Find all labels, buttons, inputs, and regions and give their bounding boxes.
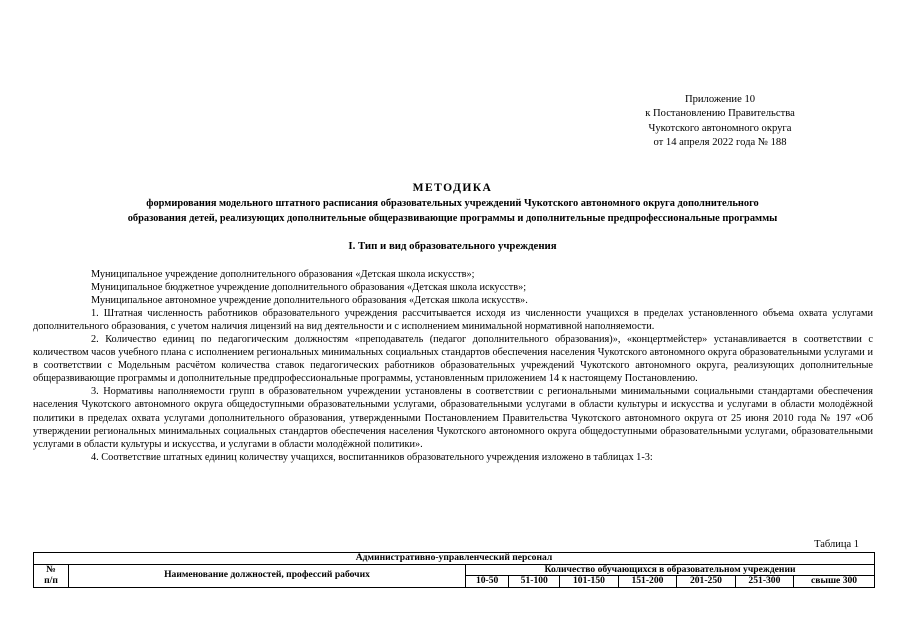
col-number-line: №	[46, 564, 56, 575]
paragraph: 4. Соответствие штатных единиц количеству учащихся, воспитанников образовательного учреждения изложено в таблицах 1-3:	[91, 451, 653, 463]
paragraph: Муниципальное учреждение дополнительного образования «Детская школа искусств»;	[91, 269, 475, 280]
range-cell: 101-150	[560, 576, 618, 588]
section-heading: I. Тип и вид образовательного учреждения	[348, 240, 557, 252]
paragraph: 1. Штатная численность работников образовательного учреждения рассчитывается исходя из численности учащихся в пределах установленного объема охвата услугами дополнительного образования, с учетом наличия лицензий на вид деятельности и с исполнением минимальной нормативной наполняемости.	[33, 308, 873, 333]
paragraph: 3. Нормативы наполняемости групп в образовательном учреждении установлены в соответствии с региональными минимальными социальными стандартами обеспечения населения Чукотского автономного округа общедоступными образовательными услугами, образовательными услугами в области культуры и искусства и услугами в области молодёжной политики в пределах охвата услугами дополнительного образования, утвержденными Постановлением Правительства Чукотского автономного округа от 25 июня 2010 года № 197 «Об утверждении региональных минимальных социальных стандартов обеспечения населения Чукотского автономного округа общедоступными образовательными услугами, образовательными услугами в области культуры и искусства, и услугами в области молодёжной политики».	[33, 386, 873, 450]
col-number-header	[34, 564, 69, 587]
appendix-line: Чукотского автономного округа	[648, 122, 792, 134]
paragraph: Муниципальное автономное учреждение дополнительного образования «Детская школа искусств».	[91, 295, 528, 307]
range-cell: 10-50	[466, 576, 509, 588]
paragraph: 2. Количество единиц по педагогическим должностям «преподаватель (педагог дополнительного образования)», «концертмейстер» устанавливается в соответствии с количеством часов учебного плана с исполнением региональных минимальных социальных стандартов обеспечения населения Чукотского автономного округа образовательными услугами и в соответствии с Модельным расчётом количества ставок педагогических работников образовательных учреждений Чукотского автономного округа, реализующих дополнительные общеразвивающие программы и дополнительные предпрофессиональные программы, установленным приложением 14 к настоящему Постановлению.	[33, 334, 873, 385]
subtitle-line: формирования модельного штатного расписания образовательных учреждений Чукотского автономного округа дополнительного	[146, 198, 759, 209]
range-cell: 151-200	[618, 576, 676, 588]
range-cell: 51-100	[509, 576, 560, 588]
range-cell: 201-250	[677, 576, 735, 588]
col-number-line: п/п	[44, 574, 58, 586]
table-caption: Таблица 1	[814, 539, 859, 550]
col-name-header: Наименование должностей, профессий рабочих	[69, 564, 466, 587]
paragraph: Муниципальное бюджетное учреждение дополнительного образования «Детская школа искусств»;	[91, 282, 527, 294]
document-subtitle	[34, 197, 871, 226]
appendix-line: от 14 апреля 2022 года № 188	[653, 137, 787, 149]
range-cell: 251-300	[735, 576, 793, 588]
staff-table	[33, 552, 875, 588]
appendix-header	[600, 93, 840, 151]
table-group-title: Административно-управленческий персонал	[34, 553, 875, 565]
col-count-header: Количество обучающихся в образовательном учреждении	[466, 564, 875, 576]
range-cell: свыше 300	[794, 576, 875, 588]
appendix-line: Приложение 10	[684, 94, 756, 105]
table-row	[34, 564, 875, 576]
document-title: МЕТОДИКА	[412, 181, 493, 194]
table-row	[34, 553, 875, 565]
appendix-line: к Постановлению Правительства	[645, 108, 795, 120]
subtitle-line: образования детей, реализующих дополнительные общеразвивающие программы и дополнительные предпрофессиональные программы	[127, 212, 778, 224]
document-body	[33, 268, 873, 464]
